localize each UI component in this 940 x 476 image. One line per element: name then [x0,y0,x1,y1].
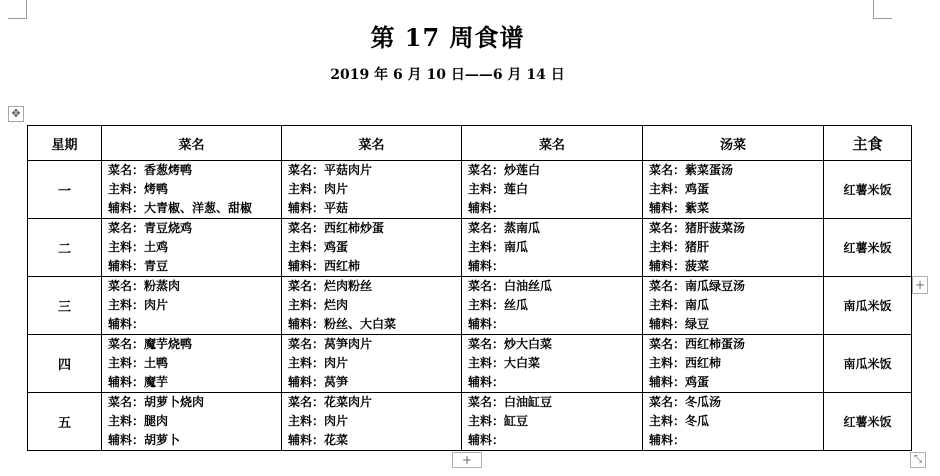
side-ingredient: 辅料：菠菜 [649,259,710,273]
dish-cell[interactable] [282,393,462,451]
dish-cell[interactable] [282,277,462,335]
header-soup: 汤菜 [643,126,824,161]
soup-cell[interactable] [643,219,824,277]
side-ingredient: 辅料：莴笋 [288,375,349,389]
main-ingredient: 主料：丝瓜 [468,298,529,312]
dish-name: 菜名：胡萝卜烧肉 [108,395,205,409]
dish-name: 菜名：青豆烧鸡 [108,221,193,235]
soup-cell[interactable] [643,277,824,335]
dish-name: 菜名：烂肉粉丝 [288,279,373,293]
dish-name: 菜名：粉蒸肉 [108,279,181,293]
dish-name: 菜名：炒莲白 [468,163,541,177]
dish-cell[interactable] [102,277,282,335]
table-row-monday [28,161,912,219]
main-ingredient: 主料：大白菜 [468,356,541,370]
side-ingredient: 辅料：胡萝卜 [108,433,181,447]
dish-cell[interactable] [102,393,282,451]
table-resize-icon[interactable]: ⤡ [910,452,926,468]
table-row-wednesday [28,277,912,335]
soup-cell[interactable] [643,335,824,393]
weekday-cell: 三 [28,277,102,335]
dish-cell[interactable] [282,161,462,219]
header-dish-2: 菜名 [282,126,462,161]
main-ingredient: 主料：缸豆 [468,414,529,428]
dish-name: 菜名：西红柿蛋汤 [649,337,746,351]
side-ingredient: 辅料： [468,317,505,331]
main-ingredient: 主料：肉片 [288,414,349,428]
dish-cell[interactable] [102,161,282,219]
header-dish-1: 菜名 [102,126,282,161]
table-header-row [28,126,912,161]
page-corner-mark-top-left [8,0,27,19]
weekly-menu-table [27,125,912,451]
dish-cell[interactable] [102,219,282,277]
document-title: 第 17 周食谱 [370,23,525,52]
dish-name: 菜名：魔芋烧鸭 [108,337,193,351]
header-dish-3: 菜名 [462,126,643,161]
main-ingredient: 主料：腿肉 [108,414,169,428]
dish-name: 菜名：蒸南瓜 [468,221,541,235]
side-ingredient: 辅料：青豆 [108,259,169,273]
dish-cell[interactable] [462,393,643,451]
main-ingredient: 主料：肉片 [288,182,349,196]
table-move-handle-icon[interactable]: ✥ [8,106,24,122]
dish-cell[interactable] [462,335,643,393]
side-ingredient: 辅料：魔芋 [108,375,169,389]
dish-name: 菜名：冬瓜汤 [649,395,722,409]
side-ingredient: 辅料： [468,201,505,215]
dish-cell[interactable] [282,219,462,277]
dish-name: 菜名：炒大白菜 [468,337,553,351]
staple-cell[interactable]: 南瓜米饭 [824,335,912,393]
soup-cell[interactable] [643,393,824,451]
side-ingredient: 辅料：绿豆 [649,317,710,331]
weekday-cell: 五 [28,393,102,451]
main-ingredient: 主料：土鸡 [108,240,169,254]
main-ingredient: 主料：鸡蛋 [649,182,710,196]
staple-cell[interactable]: 南瓜米饭 [824,277,912,335]
table-row-tuesday [28,219,912,277]
weekday-cell: 二 [28,219,102,277]
header-weekday: 星期 [28,126,102,161]
document-subtitle: 2019 年 6 月 10 日——6 月 14 日 [330,67,565,83]
add-row-plus-icon[interactable]: + [452,452,482,468]
dish-name: 菜名：白油缸豆 [468,395,553,409]
header-staple: 主食 [824,126,912,161]
dish-cell[interactable] [462,277,643,335]
dish-name: 菜名：白油丝瓜 [468,279,553,293]
side-ingredient: 辅料：西红柿 [288,259,361,273]
dish-cell[interactable] [102,335,282,393]
dish-name: 菜名：紫菜蛋汤 [649,163,734,177]
side-ingredient: 辅料： [649,433,686,447]
page-corner-mark-top-right [873,0,892,19]
table-row-thursday [28,335,912,393]
side-ingredient: 辅料：花菜 [288,433,349,447]
main-ingredient: 主料：鸡蛋 [288,240,349,254]
main-ingredient: 主料：莲白 [468,182,529,196]
staple-cell[interactable]: 红薯米饭 [824,161,912,219]
main-ingredient: 主料：南瓜 [649,298,710,312]
dish-name: 菜名：莴笋肉片 [288,337,373,351]
soup-cell[interactable] [643,161,824,219]
table-row-friday [28,393,912,451]
dish-name: 菜名：平菇肉片 [288,163,373,177]
main-ingredient: 主料：土鸭 [108,356,169,370]
main-ingredient: 主料：冬瓜 [649,414,710,428]
dish-name: 菜名：南瓜绿豆汤 [649,279,746,293]
main-ingredient: 主料：南瓜 [468,240,529,254]
side-ingredient: 辅料：平菇 [288,201,349,215]
weekday-cell: 四 [28,335,102,393]
main-ingredient: 主料：肉片 [288,356,349,370]
side-ingredient: 辅料：粉丝、大白菜 [288,317,397,331]
dish-cell[interactable] [462,219,643,277]
main-ingredient: 主料：肉片 [108,298,169,312]
dish-name: 菜名：西红柿炒蛋 [288,221,385,235]
add-column-plus-icon[interactable]: + [912,276,928,294]
side-ingredient: 辅料：鸡蛋 [649,375,710,389]
main-ingredient: 主料：烤鸭 [108,182,169,196]
staple-cell[interactable]: 红薯米饭 [824,219,912,277]
side-ingredient: 辅料： [108,317,145,331]
side-ingredient: 辅料： [468,375,505,389]
dish-name: 菜名：猪肝菠菜汤 [649,221,746,235]
side-ingredient: 辅料： [468,259,505,273]
main-ingredient: 主料：烂肉 [288,298,349,312]
dish-cell[interactable] [462,161,643,219]
side-ingredient: 辅料：紫菜 [649,201,710,215]
side-ingredient: 辅料：大青椒、洋葱、甜椒 [108,201,253,215]
main-ingredient: 主料：猪肝 [649,240,710,254]
side-ingredient: 辅料： [468,433,505,447]
main-ingredient: 主料：西红柿 [649,356,722,370]
weekday-cell: 一 [28,161,102,219]
staple-cell[interactable]: 红薯米饭 [824,393,912,451]
dish-name: 菜名：花菜肉片 [288,395,373,409]
dish-cell[interactable] [282,335,462,393]
dish-name: 菜名：香葱烤鸭 [108,163,193,177]
